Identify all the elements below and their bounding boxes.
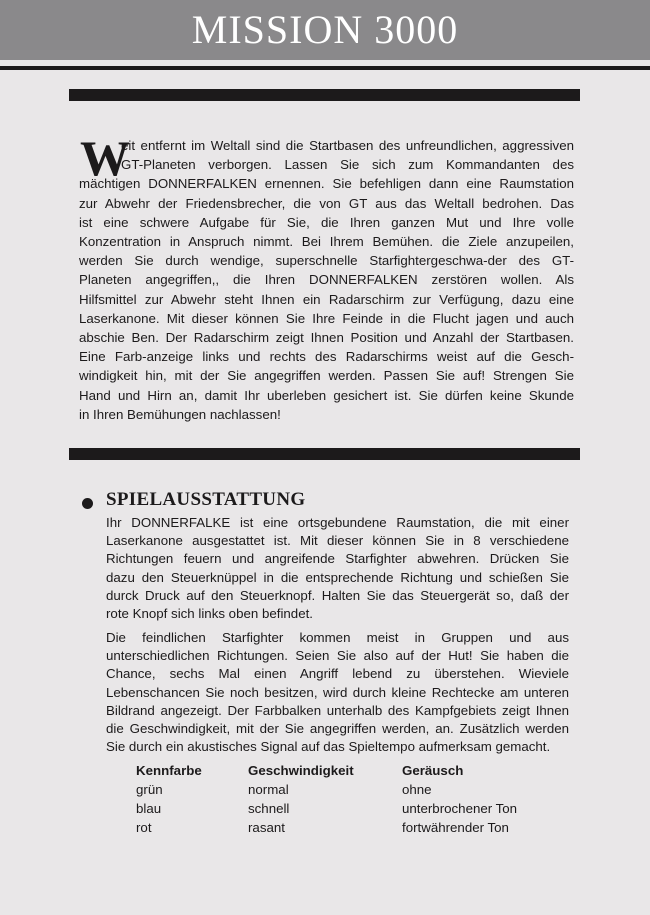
text-line: rote Knopf sich links oben befindet. [106,606,313,622]
text-line: dazu den Steuerknüppel in die entsprechende Richtung und schießen Sie [106,569,569,585]
table-header-sound: Geräusch [402,763,464,778]
text-line: windigkeit hin, mit der Sie angegriffen werden. Passen Sie auf! Strengen Sie [79,368,574,384]
text-line: Richtungen feuern und angreifende Starfighter abwehren. Drücken Sie [106,551,569,567]
text-line: die Geschwindigkeit, mit der Sie angegriffen werden, an. Zusätzlich werden [106,721,569,737]
text-line: Ihr DONNERFALKE ist eine ortsgebundene Raumstation, die mit einer [106,515,569,530]
equipment-paragraph-1 [106,514,569,623]
equipment-paragraph-2 [106,629,569,756]
text-line: Planeten angegriffen,, die Ihren DONNERFALKEN zerstören wollen. Als [79,272,574,288]
text-line: Laserkanone ausgestattet ist. Mit dieser können Sie in 8 verschiedene [106,533,569,549]
text-line: Konzentration in Anspruch nimmt. Bei Ihrem Bemühen. die Ziele anzupeilen, [79,234,574,250]
section-divider-middle [69,448,580,460]
intro-paragraph [79,130,574,424]
table-cell: fortwährender Ton [402,820,509,835]
table-cell: blau [136,801,162,816]
text-line: Lebenschancen Sie noch besitzen, wird durch kleine Rechtecke am unteren [106,684,569,700]
table-header-color: Kennfarbe [136,763,202,778]
section-divider-top [69,89,580,101]
page-title: MISSION 3000 [191,7,459,52]
table-header-speed: Geschwindigkeit [248,763,354,778]
text-line: eit entfernt im Weltall sind die Startbasen des unfreundlichen, aggressiven [121,138,574,153]
table-cell: ohne [402,782,432,797]
text-line: mächtigen DONNERFALKEN ernennen. Sie befehligen dann eine Raumstation [79,176,574,192]
table-cell: unterbrochener Ton [402,801,518,816]
table-cell: schnell [248,801,290,816]
drop-cap: W [80,130,130,186]
text-line: in Ihren Bemühungen nachlassen! [79,406,281,422]
text-line: GT-Planeten verborgen. Lassen Sie sich zum Kommandanten des [121,157,574,173]
text-line: Bildrand angezeigt. Der Farbbalken unterhalb des Kampfgebiets zeigt Ihnen [106,702,569,718]
text-line: ist eine schwere Aufgabe für Sie, die Ihren ganzen Mut und Ihre volle [79,214,574,230]
table-cell: rot [136,820,152,835]
text-line: Eine Farb-anzeige links und rechts des Radarschirms weist auf die Gesch- [79,349,574,365]
section-heading: SPIELAUSSTATTUNG [106,489,306,510]
table-cell: normal [248,782,289,797]
text-line: abschie Ben. Der Radarschirm zeigt Ihnen Position und Anzahl der Startbasen. [79,330,574,346]
table-cell: rasant [248,820,285,835]
bullet-icon [82,498,93,509]
text-line: Chance, sechs Mal einen Angriff lebend zu überstehen. Wieviele [106,666,569,682]
text-line: Sie durch ein akustisches Signal auf das Spieltempo aufmerksam gemacht. [106,739,551,755]
table-cell: grün [136,782,163,797]
text-line: unterschiedlichen Richtungen. Seien Sie also auf der Hut! Sie haben die [106,648,569,664]
text-line: Laserkanone. Mit dieser können Sie Ihre Feinde in die Flucht jagen und auch [79,310,574,326]
text-line: Hand und Hirn an, damit Ihr uberleben gesichert ist. Sie dürfen keine Skunde [79,387,574,403]
header-rule [0,66,650,70]
text-line: Die feindlichen Starfighter kommen meist in Gruppen und aus [106,630,569,645]
text-line: zur Abwehr der Friedensbrecher, die von GT aus das Weltall bedrohen. Das [79,195,574,211]
text-line: Hilfsmittel zur Abwehr steht Ihnen ein Radarschirm zur Verfügung, dazu eine [79,291,574,307]
text-line: werden Sie durch wendige, superschnelle Starfightergeschwa-der des GT- [79,253,574,269]
text-line: durck Druck auf den Steuerknopf. Halten Sie das Steuergerät so, daß der [106,587,569,603]
